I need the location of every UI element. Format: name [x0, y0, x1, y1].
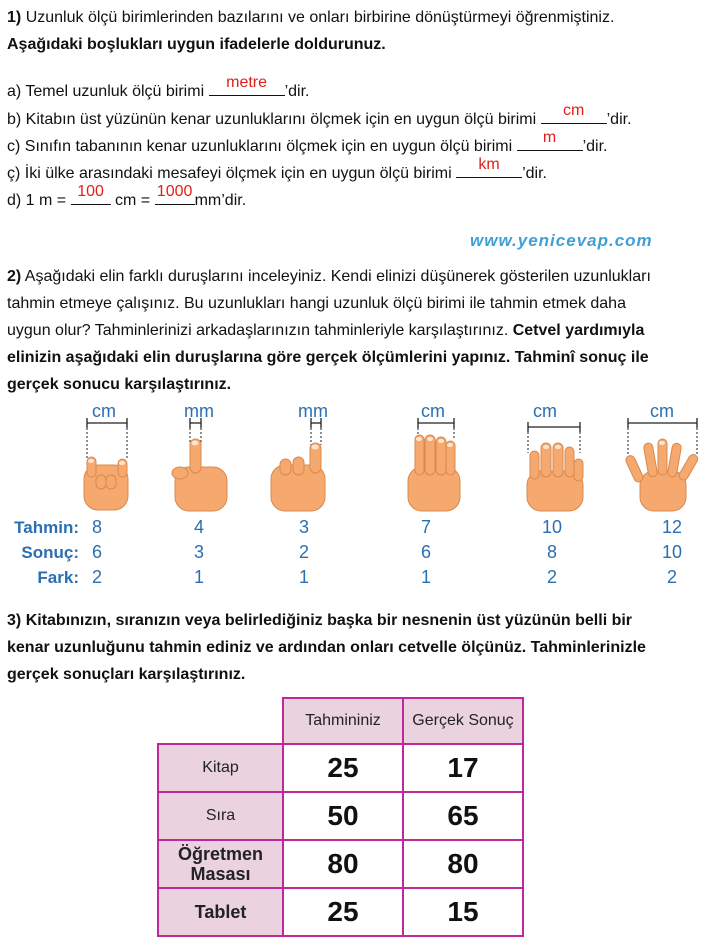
table-row: [158, 792, 523, 840]
watermark: www.yenicevap.com: [470, 231, 653, 250]
row-label-estimate: Tahmin:: [14, 518, 79, 537]
hand-4-unit: cm: [421, 401, 445, 421]
table-corner: [158, 698, 283, 744]
q1-d-answer1: 100: [77, 183, 104, 200]
hand-4-diff: 1: [420, 567, 431, 587]
q2-line5: gerçek sonucu karşılaştırınız.: [7, 376, 232, 393]
table-row-label: Tablet: [158, 888, 283, 936]
q1-a-answer: metre: [226, 74, 268, 91]
q3-line2: kenar uzunluğunu tahmin ediniz ve ardından onları cetvelle ölçünüz. Tahminlerinizle: [7, 639, 646, 656]
table-cell-estimate[interactable]: 50: [283, 792, 403, 840]
hand-6-result: 10: [661, 542, 683, 562]
table-header-row: [158, 698, 523, 744]
hand-2-result: 3: [193, 542, 204, 562]
table-row-label: Kitap: [158, 744, 283, 792]
hand-1-estimate: 8: [91, 517, 102, 537]
hand-1-unit: cm: [92, 401, 116, 421]
q2-line4: elinizin aşağıdaki elin duruşlarına göre gerçek ölçümlerini yapınız. Tahminî sonuç ile: [7, 349, 649, 366]
q3-number: 3): [7, 612, 22, 629]
hand-4-result: 6: [420, 542, 431, 562]
table-header-actual: Gerçek Sonuç: [403, 698, 523, 744]
q1-cc-answer: km: [478, 156, 500, 173]
hand-6-diff: 2: [666, 567, 677, 587]
q1-item-d: d) 1 m = 100 cm = 1000 mm’dir.: [7, 183, 247, 209]
hand-5-unit: cm: [533, 401, 557, 421]
hand-6-unit: cm: [650, 401, 674, 421]
table-row: [158, 744, 523, 792]
q2-number: 2): [7, 268, 22, 285]
table-cell-estimate[interactable]: 25: [283, 744, 403, 792]
hand-5-estimate: 10: [541, 517, 563, 537]
q1-d-blank2[interactable]: [155, 183, 195, 205]
q2-line3: uygun olur? Tahminlerinizi arkadaşlarınızın tahminleriyle karşılaştırınız. Cetvel yardımıyla: [7, 322, 645, 339]
table-cell-actual[interactable]: 17: [403, 744, 523, 792]
q1-c-blank[interactable]: [517, 129, 583, 151]
row-label-diff: Fark:: [37, 568, 79, 587]
comparison-table: [157, 697, 524, 937]
q3-line3: gerçek sonuçları karşılaştırınız.: [7, 666, 246, 683]
q1-d-blank1[interactable]: [71, 183, 111, 205]
table-header-estimate: Tahmininiz: [283, 698, 403, 744]
table-row-label: Sıra: [158, 792, 283, 840]
q1-intro: [7, 10, 614, 26]
q1-instruction: Aşağıdaki boşlukları uygun ifadelerle doldurunuz.: [7, 36, 386, 53]
q1-item-a: a) Temel uzunluk ölçü birimi metre ’dir.: [7, 74, 310, 100]
hand-3-estimate: 3: [298, 517, 309, 537]
hand-2-estimate: 4: [193, 517, 204, 537]
table-cell-actual[interactable]: 80: [403, 840, 523, 888]
q2-line1: 2) Aşağıdaki elin farklı duruşlarını inceleyiniz. Kendi elinizi düşünerek gösterilen uzunlukları: [7, 268, 651, 285]
hand-2-diff: 1: [193, 567, 204, 587]
q1-a-blank[interactable]: [209, 74, 285, 96]
q1-c-answer: m: [542, 129, 557, 146]
row-label-result: Sonuç:: [21, 543, 79, 562]
q3-line1: 3) Kitabınızın, sıranızın veya belirlediğiniz başka bir nesnenin üst yüzünün belli bir: [7, 612, 633, 629]
hand-2-unit: mm: [184, 401, 214, 421]
table-cell-actual[interactable]: 65: [403, 792, 523, 840]
hand-5-diff: 2: [546, 567, 557, 587]
q1-d-answer2: 1000: [156, 183, 193, 200]
table-cell-estimate[interactable]: 25: [283, 888, 403, 936]
table-row: [158, 840, 523, 888]
hand-4-estimate: 7: [420, 517, 431, 537]
q1-item-b: b) Kitabın üst yüzünün kenar uzunluklarını ölçmek için en uygun ölçü birimi cm ’dir.: [7, 102, 632, 128]
q1-cc-blank[interactable]: [456, 156, 522, 178]
q2-line2: tahmin etmeye çalışınız. Bu uzunlukları hangi uzunluk ölçü birimi ile tahmin etmek daha: [7, 295, 626, 312]
table-row-label: Öğretmen Masası: [158, 840, 283, 888]
q1-number: 1): [7, 9, 22, 26]
q1-b-answer: cm: [562, 102, 585, 119]
table-row: [158, 888, 523, 936]
hand-5-result: 8: [546, 542, 557, 562]
q1-intro-text: Uzunluk ölçü birimlerinden bazılarını ve onları birbirine dönüştürmeyi öğrenmiştiniz.: [25, 9, 615, 26]
q1-item-c: c) Sınıfın tabanının kenar uzunluklarını ölçmek için en uygun ölçü birimi m ’dir.: [7, 129, 608, 155]
hand-1-result: 6: [91, 542, 102, 562]
hand-3-diff: 1: [298, 567, 309, 587]
hand-1-diff: 2: [91, 567, 102, 587]
hand-3-unit: mm: [298, 401, 328, 421]
hand-illustrations: [0, 415, 708, 515]
hand-3-result: 2: [298, 542, 309, 562]
q1-b-blank[interactable]: [541, 102, 607, 124]
table-cell-estimate[interactable]: 80: [283, 840, 403, 888]
hand-6-estimate: 12: [661, 517, 683, 537]
q1-item-cc: ç) İki ülke arasındaki mesafeyi ölçmek için en uygun ölçü birimi km ’dir.: [7, 156, 547, 182]
table-cell-actual[interactable]: 15: [403, 888, 523, 936]
